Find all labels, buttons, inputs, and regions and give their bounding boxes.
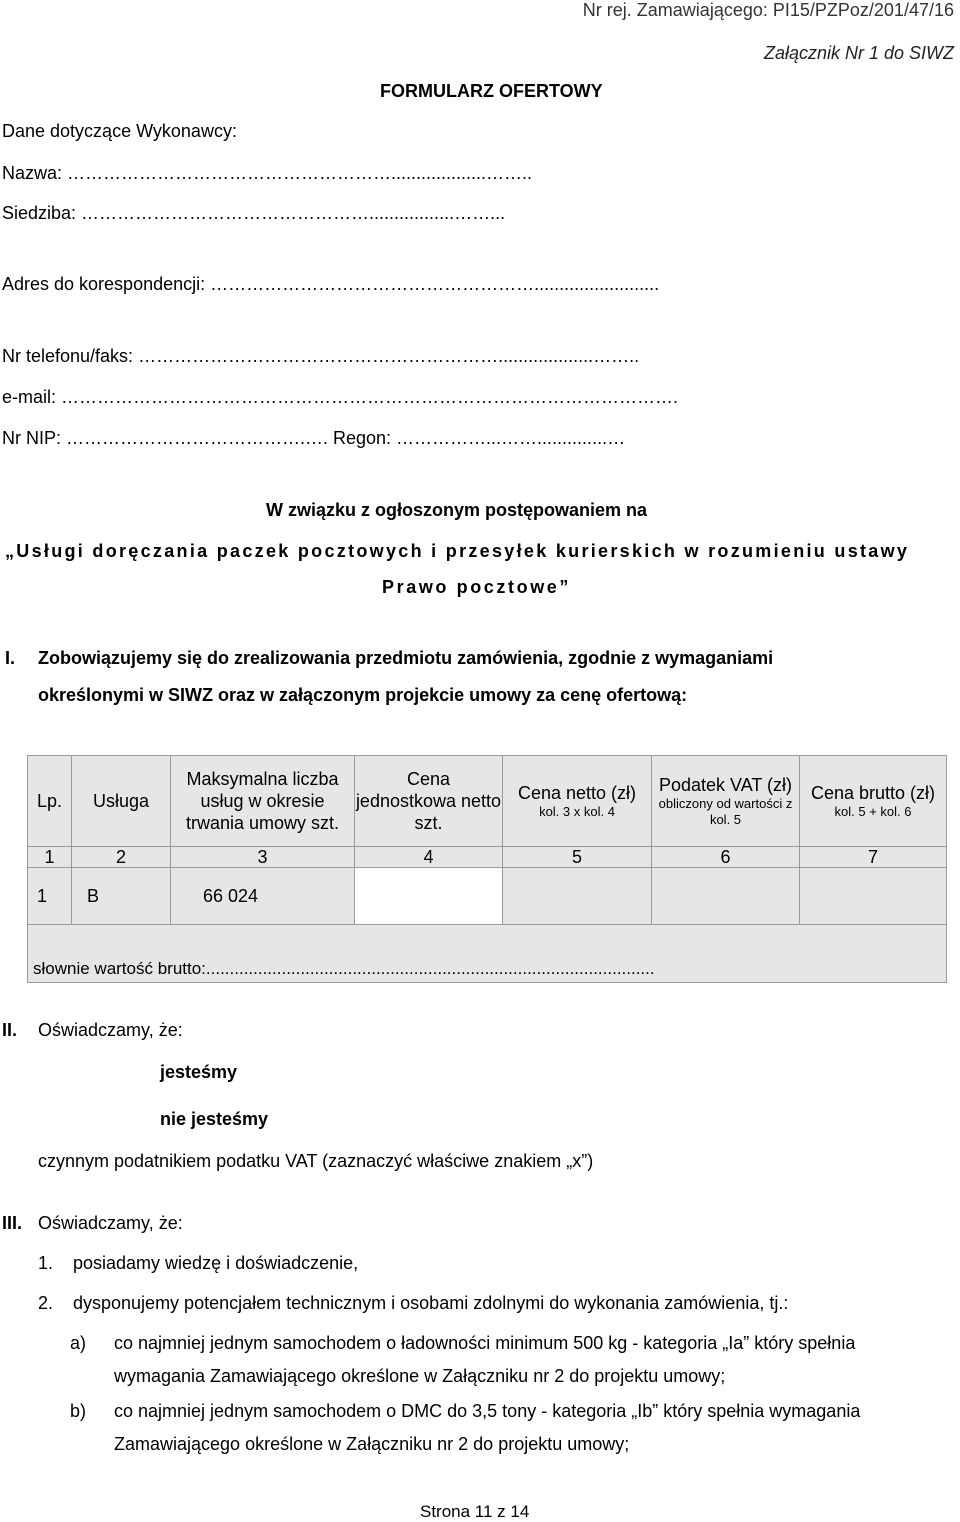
item-b-text-line1: co najmniej jednym samochodem o DMC do 3,5 tony - kategoria „Ib” który spełnia wymagania xyxy=(114,1401,861,1421)
section-1-number: I. xyxy=(5,648,16,668)
contractor-seat-field: Siedziba: ………………………………………….................……... xyxy=(2,203,506,223)
item-2-number: 2. xyxy=(38,1293,54,1313)
col-vat-note: obliczony od wartości z kol. 5 xyxy=(658,796,793,827)
gross-in-words-field[interactable]: słownie wartość brutto:............................................................................................... xyxy=(28,925,947,983)
vat-option-yes[interactable]: jesteśmy xyxy=(160,1062,238,1082)
row-net-cell[interactable] xyxy=(503,868,652,925)
row-qty: 66 024 xyxy=(171,868,355,925)
intro-line: W związku z ogłoszonym postępowaniem na xyxy=(266,500,648,520)
item-b-text-line2: Zamawiającego określone w Załączniku nr 2 do projektu umowy; xyxy=(114,1434,630,1454)
table-row xyxy=(28,868,947,925)
section-3-number: III. xyxy=(2,1213,23,1233)
column-number: 1 xyxy=(28,847,72,868)
item-a-text-line2: wymagania Zamawiającego określone w Załączniku nr 2 do projektu umowy; xyxy=(114,1366,726,1386)
item-2-text: dysponujemy potencjałem technicznym i osobami zdolnymi do wykonania zamówienia, tj.: xyxy=(73,1293,789,1313)
col-net-note: kol. 3 x kol. 4 xyxy=(539,804,615,819)
col-service-header: Usługa xyxy=(72,756,171,847)
col-lp-header: Lp. xyxy=(28,756,72,847)
words-row xyxy=(28,925,947,983)
vat-payer-statement: czynnym podatnikiem podatku VAT (zaznaczyć właściwe znakiem „x”) xyxy=(38,1151,594,1171)
row-lp: 1 xyxy=(28,868,72,925)
item-1-number: 1. xyxy=(38,1253,54,1273)
row-gross-cell[interactable] xyxy=(800,868,947,925)
column-number: 3 xyxy=(171,847,355,868)
column-number: 2 xyxy=(72,847,171,868)
registration-number: Nr rej. Zamawiającego: PI15/PZPoz/201/47/16 xyxy=(582,0,954,20)
col-gross-title: Cena brutto (zł) xyxy=(810,783,936,803)
col-gross-note: kol. 5 + kol. 6 xyxy=(834,804,912,819)
item-a-label: a) xyxy=(70,1333,87,1353)
item-a-text-line1: co najmniej jednym samochodem o ładowności minimum 500 kg - kategoria „Ia” który spełnia xyxy=(114,1333,856,1353)
column-number: 6 xyxy=(652,847,800,868)
row-vat-cell[interactable] xyxy=(652,868,800,925)
offer-table xyxy=(27,755,947,983)
row-unit-price-cell[interactable] xyxy=(355,868,503,925)
col-vat-header xyxy=(652,756,800,847)
section-1-text-line1: Zobowiązujemy się do zrealizowania przedmiotu zamówienia, zgodnie z wymaganiami xyxy=(38,648,774,668)
contractor-heading: Dane dotyczące Wykonawcy: xyxy=(2,121,237,141)
column-number: 7 xyxy=(800,847,947,868)
contractor-phone-field: Nr telefonu/faks: ……………………………………………………...................…….. xyxy=(2,346,640,366)
offer-table-header xyxy=(28,756,947,847)
attachment-label: Załącznik Nr 1 do SIWZ xyxy=(763,43,954,63)
page-number: Strona 11 z 14 xyxy=(420,1502,530,1521)
procurement-subject: „Usługi doręczania paczek pocztowych i przesyłek kurierskich w rozumieniu ustawy xyxy=(5,541,910,561)
contractor-name-field: Nazwa: ………………………………………………...................…….. xyxy=(2,163,533,183)
column-numbers-row xyxy=(28,847,947,868)
section-3-title: Oświadczamy, że: xyxy=(38,1213,183,1233)
col-vat-title: Podatek VAT (zł) xyxy=(658,775,793,795)
column-number: 5 xyxy=(503,847,652,868)
col-net-title: Cena netto (zł) xyxy=(517,783,637,803)
contractor-email-field: e-mail: …………………………………………………………………………………………. xyxy=(2,387,679,407)
row-service: B xyxy=(72,868,171,925)
column-number: 4 xyxy=(355,847,503,868)
item-b-label: b) xyxy=(70,1401,87,1421)
section-1-text-line2: określonymi w SIWZ oraz w załączonym projekcie umowy za cenę ofertową: xyxy=(38,685,688,705)
col-unit-price-header: Cena jednostkowa netto szt. xyxy=(355,756,503,847)
form-title: FORMULARZ OFERTOWY xyxy=(380,81,603,101)
contractor-address-field: Adres do korespondencji: ………………………………………………......................... xyxy=(2,274,660,294)
col-gross-header xyxy=(800,756,947,847)
item-1-text: posiadamy wiedzę i doświadczenie, xyxy=(73,1253,359,1273)
section-2-number: II. xyxy=(2,1020,18,1040)
vat-option-no[interactable]: nie jesteśmy xyxy=(160,1109,269,1129)
col-qty-header: Maksymalna liczba usług w okresie trwania umowy szt. xyxy=(171,756,355,847)
section-2-title: Oświadczamy, że: xyxy=(38,1020,183,1040)
procurement-subject-cont: Prawo pocztowe” xyxy=(382,577,572,597)
contractor-nip-regon-field: Nr NIP: ………………………………….…. Regon: ……………...……..............… xyxy=(2,428,626,448)
col-net-header xyxy=(503,756,652,847)
